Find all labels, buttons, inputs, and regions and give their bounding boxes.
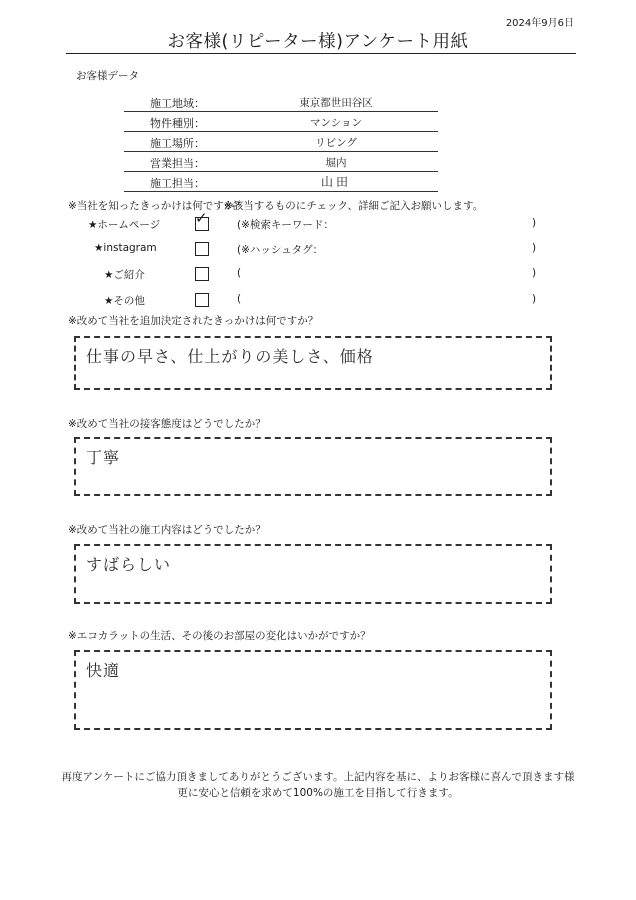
info-row-property-type xyxy=(124,112,438,132)
info-row-installer xyxy=(124,172,438,192)
option-checkbox[interactable] xyxy=(195,267,209,281)
option-close: ) xyxy=(532,242,537,254)
q2-answer-box[interactable] xyxy=(74,336,552,390)
option-row-other xyxy=(0,290,636,310)
option-checkbox[interactable] xyxy=(195,209,209,231)
info-value-handwritten: 山田 xyxy=(320,175,351,189)
option-detail: ( xyxy=(237,267,242,279)
info-value: マンション xyxy=(309,117,363,129)
q3-question: ※改めて当社の接客態度はどうでしたか？ xyxy=(68,418,266,430)
q3-answer-handwritten: 丁寧 xyxy=(86,448,121,467)
info-row-region xyxy=(124,92,438,112)
footer-line-2: 更に安心と信頼を求めて100%の施工を目指して行きます。 xyxy=(177,787,459,799)
option-label: ★instagram xyxy=(94,242,157,254)
q1-question: ※当社を知ったきっかけは何ですか？ xyxy=(68,200,245,212)
option-label: ★ご紹介 xyxy=(104,269,145,281)
option-detail: ( xyxy=(237,293,242,305)
info-label: 営業担当： xyxy=(150,157,205,170)
q5-question: ※エコカラットの生活、その後のお部屋の変化はいかがですか？ xyxy=(68,630,371,642)
customer-info-table xyxy=(124,92,438,192)
info-value: 堀内 xyxy=(325,157,347,169)
q4-answer-box[interactable] xyxy=(74,544,552,604)
info-row-location xyxy=(124,132,438,152)
option-detail: (※ハッシュタグ： xyxy=(237,244,324,256)
option-close: ) xyxy=(532,267,537,279)
q2-question: ※改めて当社を追加決定されたきっかけは何ですか？ xyxy=(68,315,319,327)
info-row-sales-rep xyxy=(124,152,438,172)
option-label: ★ホームページ xyxy=(88,219,161,231)
q5-answer-handwritten: 快適 xyxy=(86,661,121,680)
q2-answer-handwritten: 仕事の早さ、仕上がりの美しさ、価格 xyxy=(86,347,374,366)
page-title: お客様(リピーター様)アンケート用紙 xyxy=(167,32,469,52)
q4-question: ※改めて当社の施工内容はどうでしたか？ xyxy=(68,524,266,536)
option-checkbox[interactable] xyxy=(195,293,209,307)
option-checkbox[interactable] xyxy=(195,242,209,256)
option-row-referral xyxy=(0,264,636,284)
q1-instruction: ※該当するものにチェック、詳細ご記入お願いします。 xyxy=(224,200,484,212)
footer-line-1: 再度アンケートにご協力頂きましてありがとうございます。上記内容を基に、よりお客様に喜んで頂きます様 xyxy=(61,771,575,783)
info-label: 物件種別： xyxy=(150,117,205,130)
info-label: 施工場所： xyxy=(150,137,205,150)
option-detail: (※検索キーワード： xyxy=(237,219,334,231)
option-close: ) xyxy=(532,217,537,229)
q5-answer-box[interactable] xyxy=(74,650,552,730)
info-value: 東京都世田谷区 xyxy=(299,97,373,109)
option-close: ) xyxy=(532,293,537,305)
footer-message xyxy=(0,769,636,801)
info-value: リビング xyxy=(315,137,357,149)
customer-data-label: お客様データ xyxy=(76,70,139,82)
option-row-instagram xyxy=(0,239,636,259)
q3-answer-box[interactable] xyxy=(74,437,552,496)
q4-answer-handwritten: すばらしい xyxy=(86,555,172,574)
info-label: 施工地域： xyxy=(150,97,205,110)
option-row-homepage xyxy=(0,209,636,234)
document-date: 2024年9月6日 xyxy=(505,18,574,29)
info-label: 施工担当： xyxy=(150,177,205,190)
option-label: ★その他 xyxy=(104,295,145,307)
title-underline xyxy=(66,53,576,54)
check-mark-icon: ✓ xyxy=(195,209,208,227)
